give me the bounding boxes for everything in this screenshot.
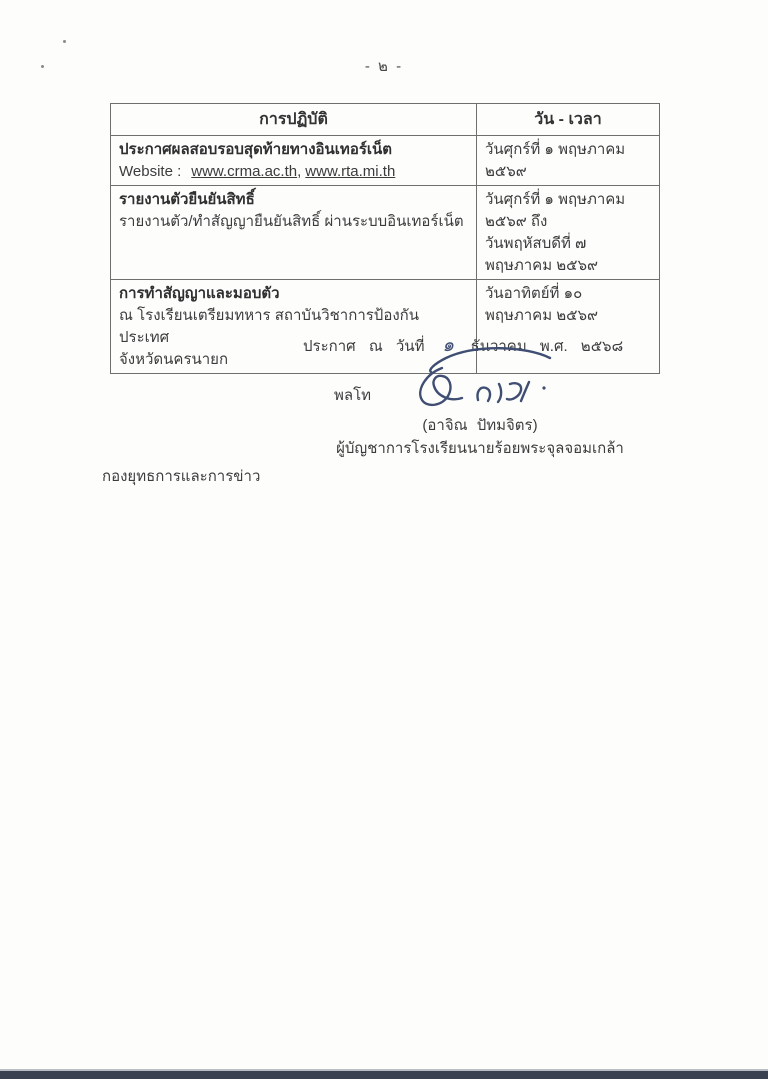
table-header-row	[111, 104, 660, 136]
row1-action-title: ประกาศผลสอบรอบสุดท้ายทางอินเทอร์เน็ต	[119, 141, 393, 158]
announcement-suffix: ธันวาคม พ.ศ. ๒๕๖๘	[470, 338, 624, 355]
row3-action-detail-line1: ณ โรงเรียนเตรียมทหาร สถาบันวิชาการป้องกันประเทศ	[119, 307, 419, 346]
table-row	[111, 186, 660, 280]
signatory-name: (อาจิณ ปัทมจิตร)	[422, 417, 538, 434]
row2-date-line1: วันศุกร์ที่ ๑ พฤษภาคม ๒๕๖๙ ถึง	[485, 191, 626, 230]
row3-action-detail-line2: จังหวัดนครนายก	[119, 351, 229, 368]
signatory-rank: พลโท	[334, 387, 372, 404]
row1-date: วันศุกร์ที่ ๑ พฤษภาคม ๒๕๖๙	[485, 141, 626, 180]
website-label: Website :	[119, 163, 182, 180]
column-header-action: การปฏิบัติ	[111, 104, 477, 136]
row2-action-detail: รายงานตัว/ทำสัญญายืนยันสิทธิ์ ผ่านระบบอินเทอร์เน็ต	[119, 213, 464, 230]
rta-website-link[interactable]: www.rta.mi.th	[305, 163, 396, 180]
column-header-datetime: วัน - เวลา	[477, 104, 660, 136]
handwritten-signature	[398, 344, 563, 416]
row3-date: วันอาทิตย์ที่ ๑๐ พฤษภาคม ๒๕๖๙	[485, 285, 599, 324]
row2-action-title: รายงานตัวยืนยันสิทธิ์	[119, 191, 255, 208]
footer-department: กองยุทธการและการข่าว	[102, 468, 261, 485]
signatory-title: ผู้บัญชาการโรงเรียนนายร้อยพระจุลจอมเกล้า	[336, 440, 624, 457]
handwritten-day-numeral: ๑	[441, 334, 456, 357]
announcement-prefix: ประกาศ ณ วันที่	[303, 338, 425, 355]
row2-date-line2: วันพฤหัสบดีที่ ๗ พฤษภาคม ๒๕๖๙	[485, 235, 599, 274]
row1-website-line	[119, 161, 468, 183]
scan-speck	[63, 40, 66, 43]
crma-website-link[interactable]: www.crma.ac.th	[191, 163, 298, 180]
page-number: - ๒ -	[364, 58, 404, 75]
scan-bottom-edge	[0, 1071, 768, 1079]
link-separator: ,	[297, 163, 302, 180]
row3-action-title: การทำสัญญาและมอบตัว	[119, 285, 280, 302]
table-row	[111, 136, 660, 186]
